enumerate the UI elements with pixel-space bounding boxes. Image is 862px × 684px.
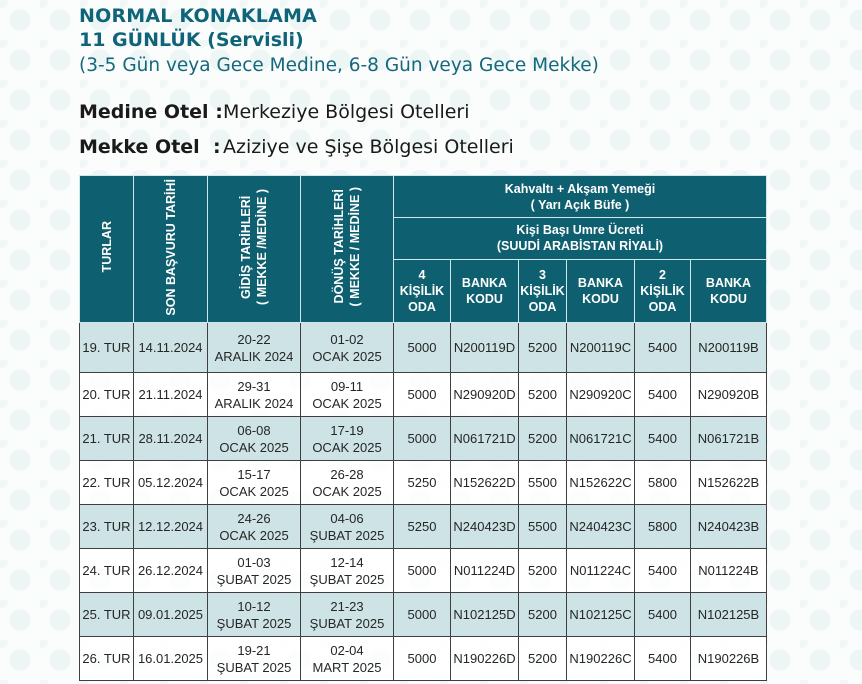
price-4-cell: 5250 [394, 461, 451, 505]
medine-hotel-value: Merkeziye Bölgesi Otelleri [223, 101, 470, 123]
price-3-cell: 5200 [519, 323, 567, 373]
price-3-cell: 5200 [519, 549, 567, 593]
bank-code-3-cell: N152622C [567, 461, 635, 505]
return-cell: 17-19 OCAK 2025 [301, 417, 394, 461]
tur-cell: 22. TUR [80, 461, 134, 505]
bank-code-3-cell: N240423C [567, 505, 635, 549]
bank-code-2-cell: N061721B [691, 417, 767, 461]
deadline-cell: 26.12.2024 [134, 549, 208, 593]
departure-cell: 19-21 ŞUBAT 2025 [208, 637, 301, 681]
bank-code-4-cell: N200119D [451, 323, 519, 373]
bank-code-4-cell: N011224D [451, 549, 519, 593]
price-3-cell: 5200 [519, 417, 567, 461]
bank-code-3-cell: N061721C [567, 417, 635, 461]
table-row [80, 373, 767, 417]
departure-cell: 01-03 ŞUBAT 2025 [208, 549, 301, 593]
price-4-cell: 5000 [394, 593, 451, 637]
return-cell: 21-23 ŞUBAT 2025 [301, 593, 394, 637]
price-2-cell: 5800 [635, 505, 691, 549]
deadline-cell: 16.01.2025 [134, 637, 208, 681]
tur-cell: 25. TUR [80, 593, 134, 637]
stay-note: (3-5 Gün veya Gece Medine, 6-8 Gün veya Gece Mekke) [79, 55, 599, 76]
price-2-cell: 5400 [635, 549, 691, 593]
page-heading [79, 4, 599, 80]
bank-code-2-cell: N011224B [691, 549, 767, 593]
bank-code-3-cell: N200119C [567, 323, 635, 373]
header-son-basvuru: SON BAŞVURU TARİHİ [134, 176, 208, 323]
deadline-cell: 09.01.2025 [134, 593, 208, 637]
price-2-cell: 5800 [635, 461, 691, 505]
table-row [80, 323, 767, 373]
header-meal-plan: Kahvaltı + Akşam Yemeği ( Yarı Açık Büfe ) [394, 176, 767, 218]
tour-price-table [79, 175, 767, 681]
price-4-cell: 5000 [394, 373, 451, 417]
tur-cell: 21. TUR [80, 417, 134, 461]
header-bank-code-3: BANKA KODU [567, 259, 635, 322]
departure-cell: 20-22 ARALIK 2024 [208, 323, 301, 373]
price-4-cell: 5250 [394, 505, 451, 549]
table-row [80, 637, 767, 681]
deadline-cell: 05.12.2024 [134, 461, 208, 505]
header-price-per-person: Kişi Başı Umre Ücreti (SUUDİ ARABİSTAN RİYALİ) [394, 218, 767, 259]
bank-code-4-cell: N152622D [451, 461, 519, 505]
price-3-cell: 5500 [519, 461, 567, 505]
bank-code-2-cell: N240423B [691, 505, 767, 549]
mekke-hotel-line [79, 135, 514, 159]
header-bank-code-2: BANKA KODU [691, 259, 767, 322]
table-row [80, 461, 767, 505]
price-2-cell: 5400 [635, 373, 691, 417]
departure-cell: 06-08 OCAK 2025 [208, 417, 301, 461]
price-2-cell: 5400 [635, 417, 691, 461]
deadline-cell: 21.11.2024 [134, 373, 208, 417]
header-turlar: TURLAR [80, 176, 134, 323]
medine-hotel-label: Medine Otel : [79, 101, 223, 123]
price-3-cell: 5200 [519, 637, 567, 681]
price-3-cell: 5500 [519, 505, 567, 549]
departure-cell: 24-26 OCAK 2025 [208, 505, 301, 549]
return-cell: 04-06 ŞUBAT 2025 [301, 505, 394, 549]
price-3-cell: 5200 [519, 593, 567, 637]
header-gidis: GİDİŞ TARİHLERİ ( MEKKE /MEDİNE ) [208, 176, 301, 323]
table-row [80, 549, 767, 593]
deadline-cell: 12.12.2024 [134, 505, 208, 549]
price-2-cell: 5400 [635, 593, 691, 637]
departure-cell: 29-31 ARALIK 2024 [208, 373, 301, 417]
price-4-cell: 5000 [394, 323, 451, 373]
tur-cell: 24. TUR [80, 549, 134, 593]
bank-code-4-cell: N190226D [451, 637, 519, 681]
bank-code-4-cell: N061721D [451, 417, 519, 461]
tur-cell: 26. TUR [80, 637, 134, 681]
header-donus: DÖNÜŞ TARİHLERİ ( MEKKE / MEDİNE ) [301, 176, 394, 323]
return-cell: 26-28 OCAK 2025 [301, 461, 394, 505]
bank-code-3-cell: N102125C [567, 593, 635, 637]
bank-code-2-cell: N190226B [691, 637, 767, 681]
header-room-3: 3 KİŞİLİK ODA [519, 259, 567, 322]
mekke-hotel-value: Aziziye ve Şişe Bölgesi Otelleri [223, 136, 514, 158]
bank-code-2-cell: N290920B [691, 373, 767, 417]
bank-code-3-cell: N190226C [567, 637, 635, 681]
bank-code-3-cell: N011224C [567, 549, 635, 593]
departure-cell: 10-12 ŞUBAT 2025 [208, 593, 301, 637]
medine-hotel-line [79, 100, 470, 124]
page-subtitle: 11 GÜNLÜK (Servisli) [79, 29, 304, 51]
mekke-hotel-label: Mekke Otel : [79, 136, 221, 158]
price-4-cell: 5000 [394, 637, 451, 681]
return-cell: 12-14 ŞUBAT 2025 [301, 549, 394, 593]
tur-cell: 19. TUR [80, 323, 134, 373]
header-room-4: 4 KİŞİLİK ODA [394, 259, 451, 322]
return-cell: 02-04 MART 2025 [301, 637, 394, 681]
tur-cell: 23. TUR [80, 505, 134, 549]
price-3-cell: 5200 [519, 373, 567, 417]
tur-cell: 20. TUR [80, 373, 134, 417]
table-row [80, 593, 767, 637]
bank-code-4-cell: N290920D [451, 373, 519, 417]
deadline-cell: 28.11.2024 [134, 417, 208, 461]
table-row [80, 505, 767, 549]
header-room-2: 2 KİŞİLİK ODA [635, 259, 691, 322]
page-title: NORMAL KONAKLAMA [79, 5, 317, 27]
bank-code-2-cell: N200119B [691, 323, 767, 373]
bank-code-2-cell: N152622B [691, 461, 767, 505]
return-cell: 01-02 OCAK 2025 [301, 323, 394, 373]
bank-code-3-cell: N290920C [567, 373, 635, 417]
price-2-cell: 5400 [635, 323, 691, 373]
bank-code-4-cell: N102125D [451, 593, 519, 637]
price-4-cell: 5000 [394, 549, 451, 593]
return-cell: 09-11 OCAK 2025 [301, 373, 394, 417]
departure-cell: 15-17 OCAK 2025 [208, 461, 301, 505]
header-bank-code-4: BANKA KODU [451, 259, 519, 322]
price-2-cell: 5400 [635, 637, 691, 681]
price-4-cell: 5000 [394, 417, 451, 461]
bank-code-2-cell: N102125B [691, 593, 767, 637]
bank-code-4-cell: N240423D [451, 505, 519, 549]
deadline-cell: 14.11.2024 [134, 323, 208, 373]
table-row [80, 417, 767, 461]
